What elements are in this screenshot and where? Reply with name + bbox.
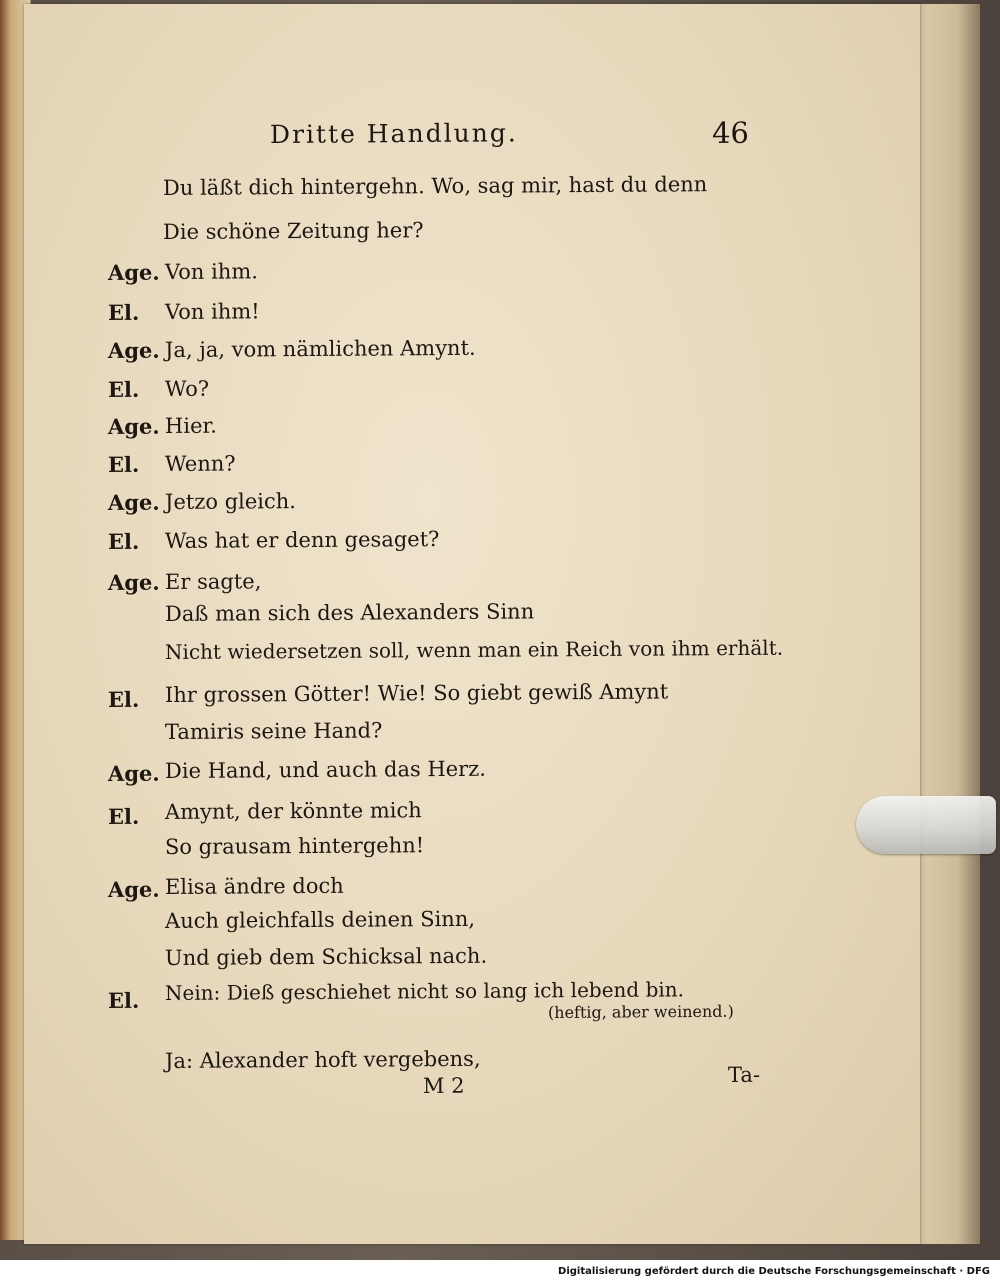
running-title: Dritte Handlung. xyxy=(269,118,518,149)
speaker-label: Age. xyxy=(107,337,160,363)
signature-mark: M 2 xyxy=(422,1073,465,1098)
catchword: Ta- xyxy=(727,1062,761,1087)
speaker-label: Age. xyxy=(107,760,160,786)
verse-line: Auch gleichfalls deinen Sinn, xyxy=(164,906,476,933)
verse-line: Ja: Alexander hoft vergebens, xyxy=(164,1046,481,1073)
page-clip xyxy=(856,796,996,854)
speaker-label: Age. xyxy=(107,489,160,515)
verse-line: Elisa ändre doch xyxy=(164,873,344,899)
speaker-label: El. xyxy=(107,803,140,829)
verse-line: Nein: Dieß geschiehet nicht so lang ich lebend bin. xyxy=(164,977,685,1005)
verse-line: Wenn? xyxy=(164,451,236,476)
verse-line: Die Hand, und auch das Herz. xyxy=(164,756,486,783)
verse-line: Daß man sich des Alexanders Sinn xyxy=(164,599,535,626)
page-number: 46 xyxy=(711,115,750,150)
verse-line: Er sagte, xyxy=(164,569,262,594)
verse-line: Amynt, der könnte mich xyxy=(164,798,422,824)
verse-line: Wo? xyxy=(164,376,210,401)
speaker-label: Age. xyxy=(107,259,160,285)
speaker-label: El. xyxy=(107,451,140,477)
speaker-label: Age. xyxy=(107,569,160,595)
verse-line: Jetzo gleich. xyxy=(164,489,297,514)
speaker-label: El. xyxy=(107,686,140,712)
speaker-label: El. xyxy=(107,987,140,1013)
stage-direction: (heftig, aber weinend.) xyxy=(547,1001,734,1022)
speaker-label: Age. xyxy=(107,876,160,902)
speaker-label: El. xyxy=(107,299,140,325)
verse-line: So grausam hintergehn! xyxy=(164,833,425,859)
verse-line: Hier. xyxy=(164,413,217,438)
verse-line: Ihr grossen Götter! Wie! So giebt gewiß Amynt xyxy=(164,679,669,707)
speaker-label: El. xyxy=(107,376,140,402)
speaker-label: El. xyxy=(107,528,140,554)
verse-line: Tamiris seine Hand? xyxy=(164,718,383,744)
verse-line: Du läßt dich hintergehn. Wo, sag mir, hast du denn xyxy=(162,172,708,200)
verse-line: Von ihm. xyxy=(164,259,259,284)
verse-line: Nicht wiedersetzen soll, wenn man ein Reich von ihm erhält. xyxy=(164,635,784,664)
verse-line: Ja, ja, vom nämlichen Amynt. xyxy=(164,335,476,362)
verse-line: Die schöne Zeitung her? xyxy=(162,218,424,244)
verse-line: Und gieb dem Schicksal nach. xyxy=(164,943,488,970)
verse-line: Was hat er denn gesaget? xyxy=(164,527,440,553)
verse-line: Von ihm! xyxy=(164,299,260,324)
speaker-label: Age. xyxy=(107,413,160,439)
digitization-credit: Digitalisierung gefördert durch die Deutsche Forschungsgemeinschaft · DFG xyxy=(558,1266,990,1277)
